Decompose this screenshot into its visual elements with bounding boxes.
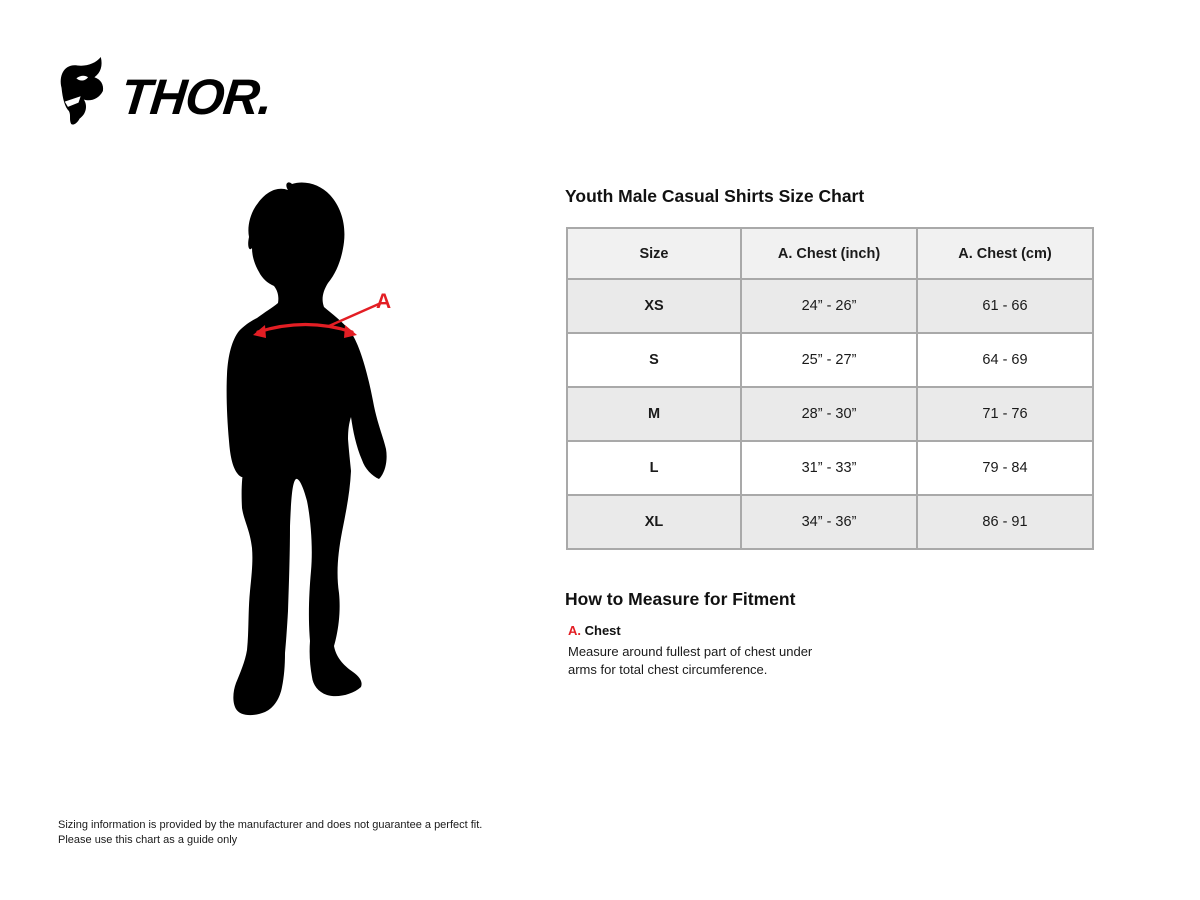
silhouette-body <box>227 182 387 715</box>
disclaimer-line-2: Please use this chart as a guide only <box>58 833 238 846</box>
measure-item-key: A. <box>568 623 581 638</box>
table-row-m <box>567 387 1093 441</box>
cell-chest-inch: 25” - 27” <box>741 333 917 387</box>
measure-section-title: How to Measure for Fitment <box>565 589 796 609</box>
cell-size: XS <box>567 279 741 333</box>
col-header-size: Size <box>567 228 741 279</box>
size-chart-table <box>566 227 1094 550</box>
cell-chest-cm: 71 - 76 <box>917 387 1093 441</box>
cell-chest-inch: 28” - 30” <box>741 387 917 441</box>
size-chart-title: Youth Male Casual Shirts Size Chart <box>565 186 865 206</box>
table-row-xs <box>567 279 1093 333</box>
cell-chest-inch: 34” - 36” <box>741 495 917 549</box>
measure-item-description: Measure around fullest part of chest under arms for total chest circumference. <box>568 644 813 677</box>
col-header-chest-inch: A. Chest (inch) <box>741 228 917 279</box>
disclaimer-line-1: Sizing information is provided by the manufacturer and does not guarantee a perfect fit. <box>58 819 483 831</box>
table-row-s <box>567 333 1093 387</box>
disclaimer <box>58 818 482 848</box>
cell-size: S <box>567 333 741 387</box>
cell-chest-inch: 24” - 26” <box>741 279 917 333</box>
table-row-l <box>567 441 1093 495</box>
measure-item-chest <box>568 623 818 679</box>
cell-size: L <box>567 441 741 495</box>
table-header-row <box>567 228 1093 279</box>
child-silhouette-figure <box>222 180 427 720</box>
goat-head-icon <box>55 56 119 126</box>
cell-chest-cm: 79 - 84 <box>917 441 1093 495</box>
col-header-chest-cm: A. Chest (cm) <box>917 228 1093 279</box>
cell-size: XL <box>567 495 741 549</box>
measure-item-heading <box>568 623 818 638</box>
table-row-xl <box>567 495 1093 549</box>
cell-chest-cm: 61 - 66 <box>917 279 1093 333</box>
measure-item-name: Chest <box>584 623 621 638</box>
cell-size: M <box>567 387 741 441</box>
thor-logo <box>55 56 275 126</box>
cell-chest-inch: 31” - 33” <box>741 441 917 495</box>
cell-chest-cm: 64 - 69 <box>917 333 1093 387</box>
chest-measurement-label: A <box>376 290 392 313</box>
thor-wordmark: THOR. <box>118 69 275 125</box>
cell-chest-cm: 86 - 91 <box>917 495 1093 549</box>
